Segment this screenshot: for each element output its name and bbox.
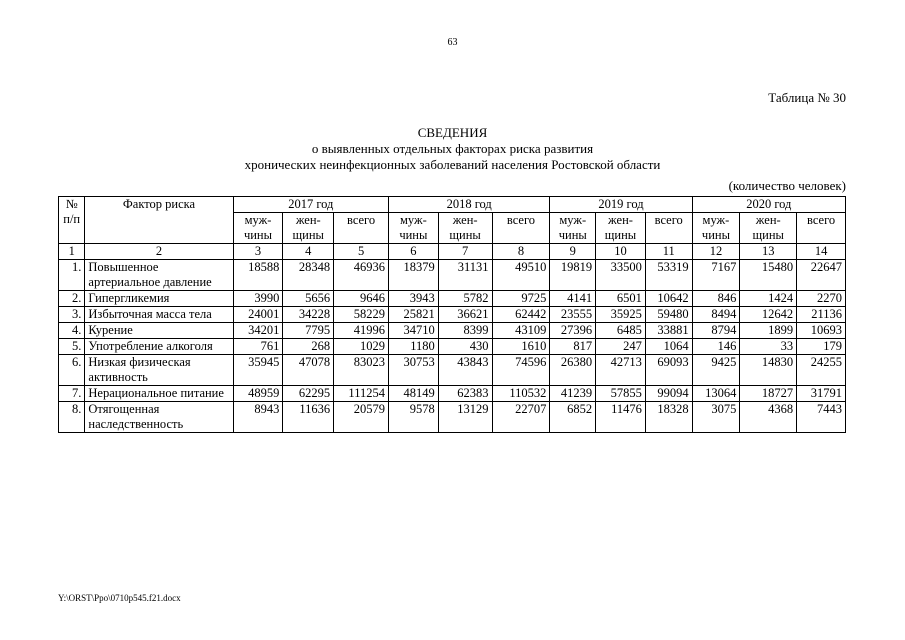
page-number: 63 [447, 37, 458, 48]
column-number-cell: 11 [645, 244, 692, 260]
value-cell: 12642 [740, 307, 797, 323]
column-number-cell: 13 [740, 244, 797, 260]
risk-factor-name: Гипергликемия [85, 291, 233, 307]
heading-subtitle-1: о выявленных отдельных факторах риска развития [311, 141, 594, 156]
value-cell: 846 [692, 291, 740, 307]
value-cell: 48149 [388, 386, 438, 402]
value-cell: 36621 [438, 307, 492, 323]
value-cell: 47078 [283, 355, 334, 386]
column-number-cell: 12 [692, 244, 740, 260]
value-cell: 25821 [388, 307, 438, 323]
value-cell: 99094 [645, 386, 692, 402]
value-cell: 22707 [492, 402, 550, 433]
value-cell: 146 [692, 339, 740, 355]
value-cell: 761 [233, 339, 283, 355]
footer-file-path: Y:\ORST\Ppo\0710p545.f21.docx [58, 593, 181, 603]
row-number: 2. [59, 291, 85, 307]
risk-factor-name: Повышенное артериальное давление [85, 260, 233, 291]
value-cell: 24255 [797, 355, 846, 386]
column-number-cell: 10 [596, 244, 646, 260]
value-cell: 1899 [740, 323, 797, 339]
value-cell: 13064 [692, 386, 740, 402]
header-women: жен-щины [596, 213, 646, 244]
table-row [59, 355, 846, 386]
header-row-years [59, 197, 846, 213]
value-cell: 3075 [692, 402, 740, 433]
value-cell: 46936 [334, 260, 389, 291]
value-cell: 42713 [596, 355, 646, 386]
column-number-cell: 8 [492, 244, 550, 260]
column-number-cell: 2 [85, 244, 233, 260]
value-cell: 5656 [283, 291, 334, 307]
column-number-cell: 5 [334, 244, 389, 260]
value-cell: 43843 [438, 355, 492, 386]
value-cell: 83023 [334, 355, 389, 386]
value-cell: 3990 [233, 291, 283, 307]
risk-factors-table [58, 196, 846, 433]
header-total: всего [645, 213, 692, 244]
value-cell: 1610 [492, 339, 550, 355]
row-number: 7. [59, 386, 85, 402]
value-cell: 62442 [492, 307, 550, 323]
header-year-2019: 2019 год [550, 197, 692, 213]
value-cell: 34201 [233, 323, 283, 339]
value-cell: 268 [283, 339, 334, 355]
value-cell: 8794 [692, 323, 740, 339]
value-cell: 430 [438, 339, 492, 355]
row-number: 5. [59, 339, 85, 355]
heading-title: СВЕДЕНИЯ [417, 125, 488, 140]
value-cell: 34228 [283, 307, 334, 323]
value-cell: 817 [550, 339, 596, 355]
value-cell: 2270 [797, 291, 846, 307]
value-cell: 33 [740, 339, 797, 355]
header-men: муж-чины [233, 213, 283, 244]
risk-factor-name: Избыточная масса тела [85, 307, 233, 323]
column-number-cell: 6 [388, 244, 438, 260]
column-number-cell: 9 [550, 244, 596, 260]
header-year-2018: 2018 год [388, 197, 549, 213]
value-cell: 9646 [334, 291, 389, 307]
header-factor: Фактор риска [85, 197, 233, 244]
value-cell: 9578 [388, 402, 438, 433]
header-total: всего [797, 213, 846, 244]
value-cell: 18379 [388, 260, 438, 291]
table-row [59, 260, 846, 291]
value-cell: 13129 [438, 402, 492, 433]
column-number-cell: 3 [233, 244, 283, 260]
value-cell: 1064 [645, 339, 692, 355]
risk-factor-name: Нерациональное питание [85, 386, 233, 402]
value-cell: 62295 [283, 386, 334, 402]
value-cell: 7167 [692, 260, 740, 291]
value-cell: 7795 [283, 323, 334, 339]
column-number-cell: 7 [438, 244, 492, 260]
header-women: жен-щины [740, 213, 797, 244]
value-cell: 48959 [233, 386, 283, 402]
row-number: 8. [59, 402, 85, 433]
value-cell: 58229 [334, 307, 389, 323]
table-row [59, 323, 846, 339]
value-cell: 18588 [233, 260, 283, 291]
table-row [59, 386, 846, 402]
value-cell: 35925 [596, 307, 646, 323]
value-cell: 6852 [550, 402, 596, 433]
value-cell: 18727 [740, 386, 797, 402]
value-cell: 9725 [492, 291, 550, 307]
value-cell: 33881 [645, 323, 692, 339]
header-total: всего [334, 213, 389, 244]
risk-factor-name: Курение [85, 323, 233, 339]
value-cell: 247 [596, 339, 646, 355]
value-cell: 1180 [388, 339, 438, 355]
value-cell: 7443 [797, 402, 846, 433]
header-men: муж-чины [692, 213, 740, 244]
value-cell: 35945 [233, 355, 283, 386]
value-cell: 6501 [596, 291, 646, 307]
header-year-2017: 2017 год [233, 197, 388, 213]
value-cell: 5782 [438, 291, 492, 307]
header-total: всего [492, 213, 550, 244]
value-cell: 18328 [645, 402, 692, 433]
row-number: 3. [59, 307, 85, 323]
value-cell: 111254 [334, 386, 389, 402]
risk-factor-name: Низкая физическая активность [85, 355, 233, 386]
value-cell: 41996 [334, 323, 389, 339]
value-cell: 53319 [645, 260, 692, 291]
value-cell: 33500 [596, 260, 646, 291]
risk-factor-name: Отягощенная наследственность [85, 402, 233, 433]
value-cell: 62383 [438, 386, 492, 402]
value-cell: 41239 [550, 386, 596, 402]
value-cell: 3943 [388, 291, 438, 307]
header-men: муж-чины [550, 213, 596, 244]
value-cell: 11636 [283, 402, 334, 433]
value-cell: 19819 [550, 260, 596, 291]
row-number: 6. [59, 355, 85, 386]
value-cell: 30753 [388, 355, 438, 386]
value-cell: 15480 [740, 260, 797, 291]
value-cell: 59480 [645, 307, 692, 323]
value-cell: 8943 [233, 402, 283, 433]
value-cell: 1029 [334, 339, 389, 355]
value-cell: 110532 [492, 386, 550, 402]
value-cell: 69093 [645, 355, 692, 386]
value-cell: 20579 [334, 402, 389, 433]
header-women: жен-щины [438, 213, 492, 244]
table-row [59, 402, 846, 433]
table-row [59, 291, 846, 307]
header-men: муж-чины [388, 213, 438, 244]
value-cell: 6485 [596, 323, 646, 339]
table-row [59, 339, 846, 355]
value-cell: 28348 [283, 260, 334, 291]
value-cell: 34710 [388, 323, 438, 339]
value-cell: 1424 [740, 291, 797, 307]
row-number: 4. [59, 323, 85, 339]
value-cell: 8399 [438, 323, 492, 339]
document-heading [0, 125, 905, 173]
value-cell: 10693 [797, 323, 846, 339]
value-cell: 11476 [596, 402, 646, 433]
heading-subtitle-2: хронических неинфекционных заболеваний населения Ростовской области [244, 157, 661, 172]
value-cell: 14830 [740, 355, 797, 386]
value-cell: 23555 [550, 307, 596, 323]
risk-factor-name: Употребление алкоголя [85, 339, 233, 355]
table-row [59, 307, 846, 323]
value-cell: 22647 [797, 260, 846, 291]
value-cell: 9425 [692, 355, 740, 386]
value-cell: 4141 [550, 291, 596, 307]
value-cell: 49510 [492, 260, 550, 291]
value-cell: 10642 [645, 291, 692, 307]
value-cell: 31791 [797, 386, 846, 402]
value-cell: 74596 [492, 355, 550, 386]
value-cell: 43109 [492, 323, 550, 339]
header-women: жен-щины [283, 213, 334, 244]
value-cell: 4368 [740, 402, 797, 433]
column-number-cell: 1 [59, 244, 85, 260]
value-cell: 27396 [550, 323, 596, 339]
value-cell: 179 [797, 339, 846, 355]
value-cell: 8494 [692, 307, 740, 323]
value-cell: 21136 [797, 307, 846, 323]
header-no: № п/п [59, 197, 85, 244]
column-number-cell: 4 [283, 244, 334, 260]
column-number-row [59, 244, 846, 260]
value-cell: 31131 [438, 260, 492, 291]
table-label: Таблица № 30 [768, 90, 846, 105]
value-cell: 24001 [233, 307, 283, 323]
column-number-cell: 14 [797, 244, 846, 260]
units-note: (количество человек) [728, 178, 846, 193]
row-number: 1. [59, 260, 85, 291]
value-cell: 26380 [550, 355, 596, 386]
value-cell: 57855 [596, 386, 646, 402]
header-year-2020: 2020 год [692, 197, 845, 213]
